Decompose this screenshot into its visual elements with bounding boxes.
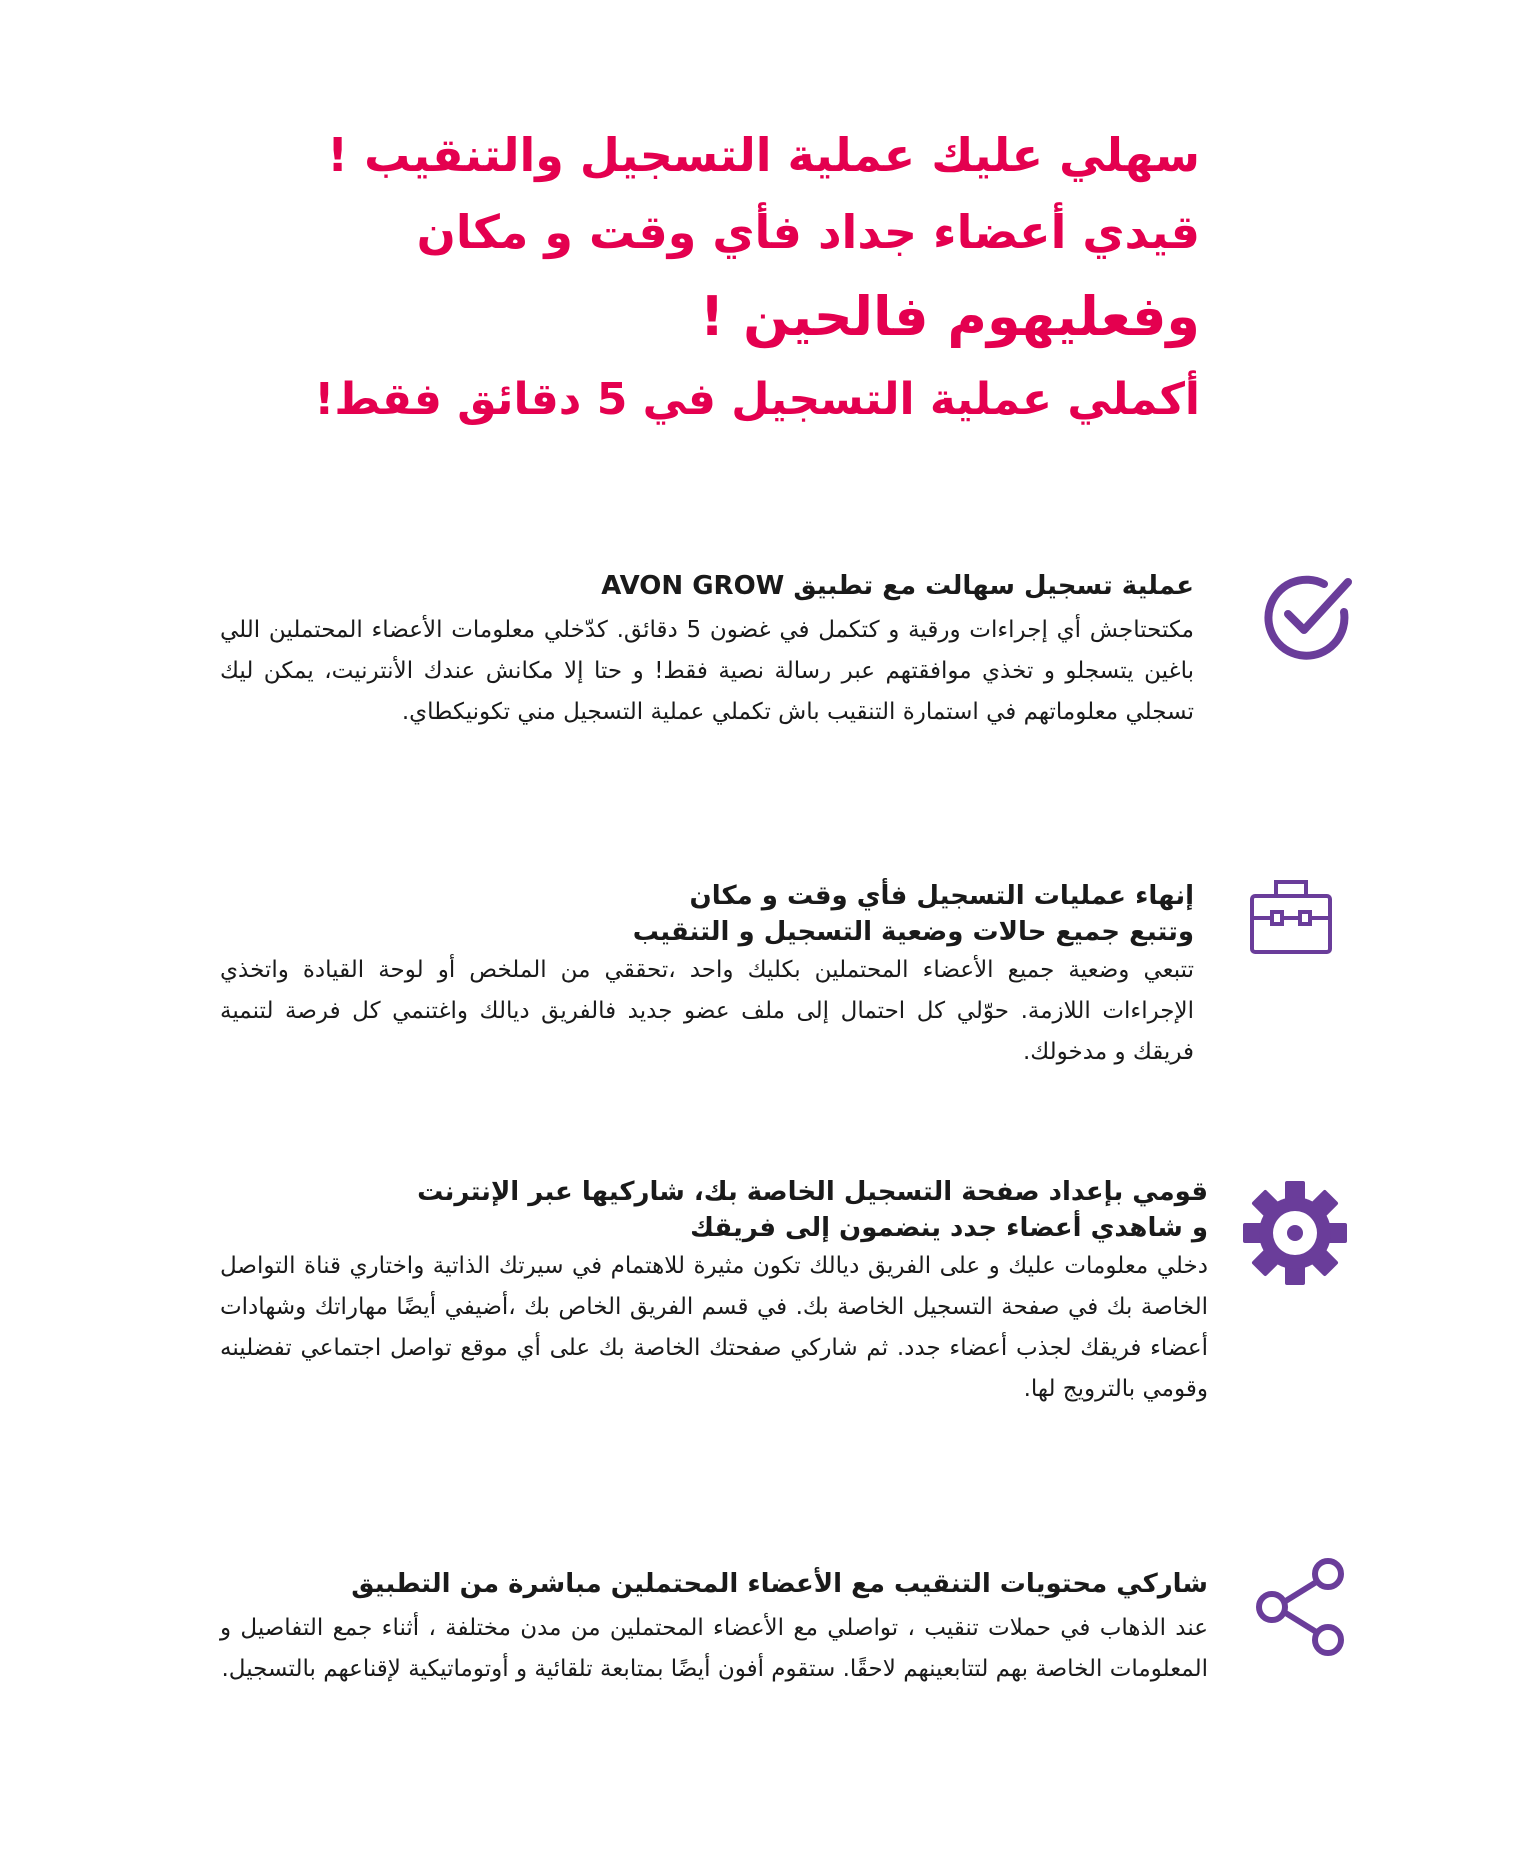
- feature-title: إنهاء عمليات التسجيل فأي وقت و مكان: [689, 881, 1194, 911]
- feature-title-line-2: و شاهدي أعضاء جدد ينضمون إلى فريقك: [690, 1213, 1208, 1243]
- share-icon: [1250, 1556, 1350, 1658]
- headline-line-3: وفعليهوم فالحين !: [699, 285, 1200, 348]
- feature-title: شاركي محتويات التنقيب مع الأعضاء المحتملين مباشرة من التطبيق: [351, 1569, 1208, 1599]
- feature-body: مكتحتاجش أي إجراءات ورقية و كتكمل في غضون 5 دقائق. كدّخلي معلومات الأعضاء المحتملين اللي باغين يتسجلو و تخذي موافقتهم عبر رسالة نصية فقط! و حتا إلا مكانش عندك الأنترنيت، يمكن ليك تسجلي معلوماتهم في استمارة التنقيب باش تكملي عملية التسجيل مني تكونيكطاي.: [220, 617, 1194, 725]
- headline-line-2: قيدي أعضاء جداد فأي وقت و مكان: [416, 205, 1200, 259]
- feature-body: عند الذهاب في حملات تنقيب ، تواصلي مع الأعضاء المحتملين من مدن مختلفة ، أثناء جمع التفاصيل و المعلومات الخاصة بهم لتتابعينهم لاحقًا. ستقوم أفون أيضًا بمتابعة تلقائية و أوتوماتيكية لإقناعهم بالتسجيل.: [220, 1615, 1208, 1682]
- headline-line-4: أكملي عملية التسجيل في 5 دقائق فقط!: [314, 374, 1200, 425]
- toolbox-icon: [1248, 874, 1334, 958]
- feature-title: قومي بإعداد صفحة التسجيل الخاصة بك، شاركيها عبر الإنترنت: [417, 1177, 1208, 1207]
- feature-anytime-registration: [220, 878, 1194, 1073]
- feature-body: دخلي معلومات عليك و على الفريق ديالك تكون مثيرة للاهتمام في سيرتك الذاتية واختاري قناة التواصل الخاصة بك في صفحة التسجيل الخاصة بك. في قسم الفريق الخاص بك ،أضيفي أيضًا مهاراتك وشهادات أعضاء فريقك لجذب أعضاء جدد. ثم شاركي صفحتك الخاصة بك على أي موقع تواصل اجتماعي تفضلينه وقومي بالترويج لها.: [220, 1253, 1208, 1402]
- checkmark-circle-icon: [1262, 572, 1354, 660]
- feature-body: تتبعي وضعية جميع الأعضاء المحتملين بكليك واحد ،تحققي من الملخص أو لوحة القيادة واتخذي الإجراءات اللازمة. حوّلي كل احتمال إلى ملف عضو جديد فالفريق ديالك واغتنمي كل فرصة لتنمية فريقك و مدخولك.: [220, 957, 1194, 1065]
- headline-line-1: سهلي عليك عملية التسجيل والتنقيب !: [327, 128, 1200, 182]
- feature-registration-page: [220, 1174, 1208, 1410]
- gear-icon: [1240, 1178, 1350, 1288]
- headline: [280, 118, 1200, 438]
- feature-title-line-2: وتتبع جميع حالات وضعية التسجيل و التنقيب: [632, 917, 1194, 947]
- feature-title: عملية تسجيل سهالت مع تطبيق AVON GROW: [601, 571, 1194, 601]
- feature-share-content: [220, 1566, 1208, 1690]
- feature-easy-registration: [220, 568, 1194, 733]
